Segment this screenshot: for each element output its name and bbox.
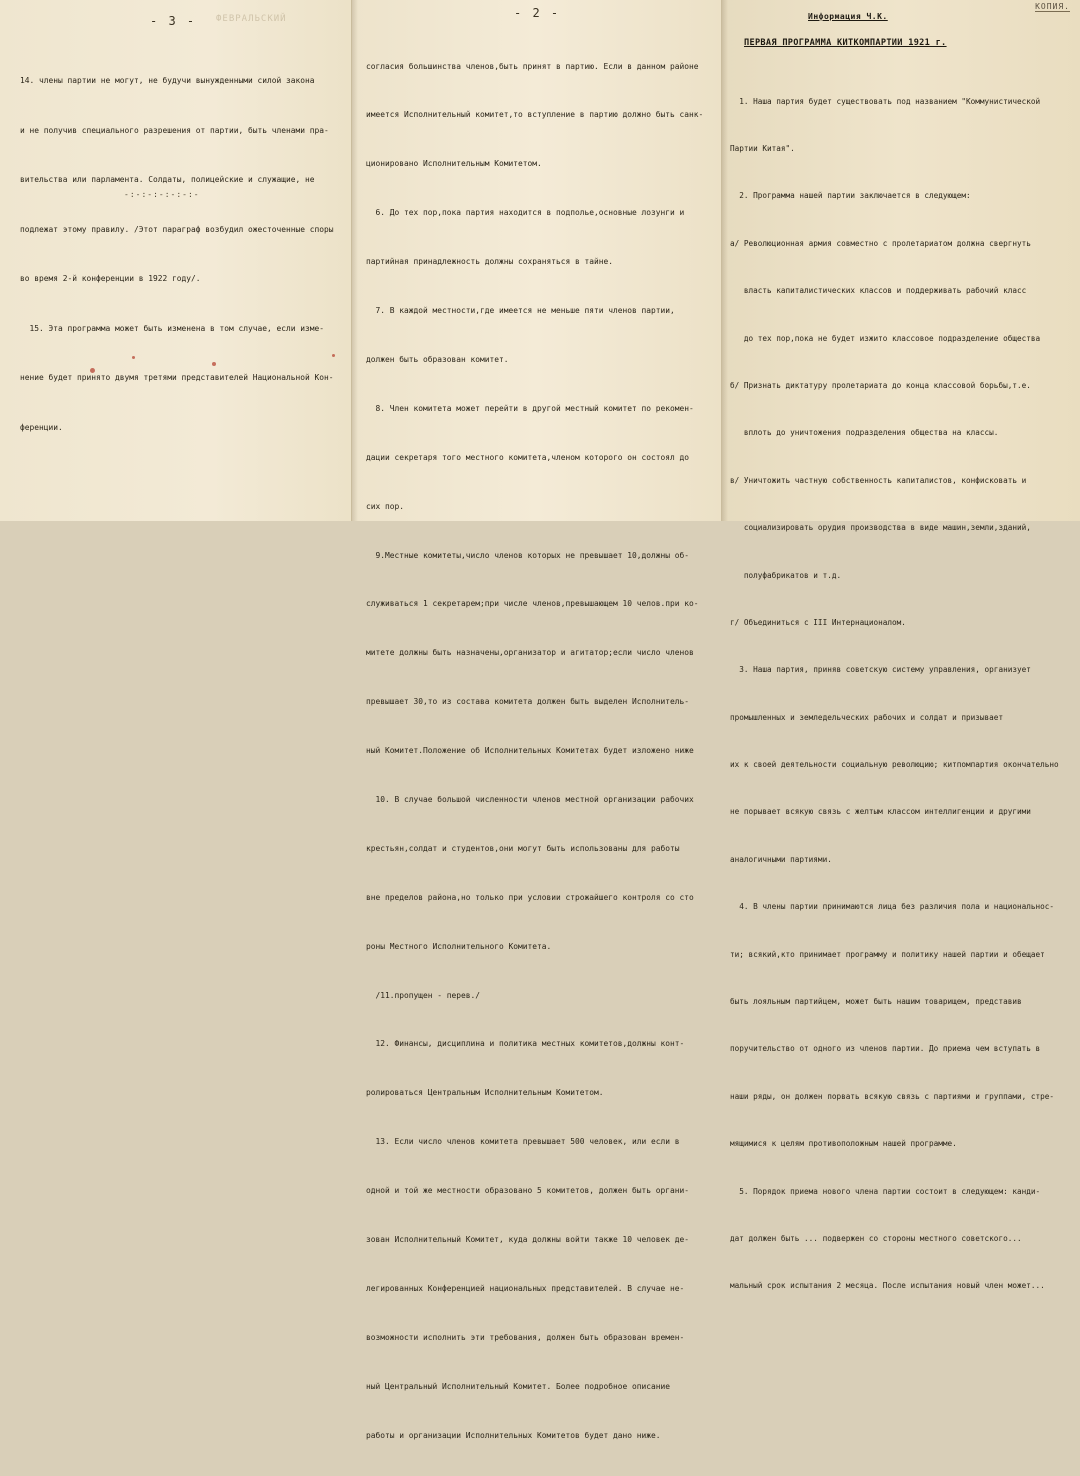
text-line: митете должны быть назначены,организатор и агитатор;если число членов xyxy=(366,648,694,658)
text-line: сих пор. xyxy=(366,501,405,511)
red-ink-mark xyxy=(212,362,216,366)
text-line: имеется Исполнительный комитет,то вступление в партию должно быть санк- xyxy=(366,110,704,120)
text-line: 9.Местные комитеты,число членов которых не превышает 10,должны об- xyxy=(366,550,690,560)
text-line: мящимися к целям противоположным нашей программе. xyxy=(730,1139,957,1149)
red-ink-mark xyxy=(132,356,135,359)
text-line: ролироваться Центральным Исполнительным Комитетом. xyxy=(366,1088,604,1098)
page-2-body xyxy=(366,26,703,1476)
text-line: поручительство от одного из членов партии. До приема чем вступать в xyxy=(730,1044,1041,1054)
text-line: ный Центральный Исполнительный Комитет. Более подробное описание xyxy=(366,1381,671,1391)
page-gutter-shadow xyxy=(352,0,358,521)
text-line: их к своей деятельности социальную революцию; китпомпартия окончательно xyxy=(730,760,1059,770)
text-line: 10. В случае большой численности членов местной организации рабочих xyxy=(366,794,694,804)
page-3-body xyxy=(20,40,334,469)
text-line: в/ Уничтожить частную собственность капиталистов, конфисковать и xyxy=(730,475,1027,485)
text-line: согласия большинства членов,быть принят в партию. Если в данном районе xyxy=(366,61,699,71)
text-line: полуфабрикатов и т.д. xyxy=(730,570,842,580)
red-ink-mark xyxy=(332,354,335,357)
text-line: 3. Наша партия, приняв советскую систему управления, организует xyxy=(730,665,1031,675)
text-line: работы и организации Исполнительных Комитетов будет дано ниже. xyxy=(366,1430,661,1440)
text-line: ференции. xyxy=(20,422,63,432)
text-line: а/ Революционная армия совместно с пролетариатом должна свергнуть xyxy=(730,238,1031,248)
copy-label: КОПИЯ. xyxy=(1035,2,1070,11)
red-ink-mark xyxy=(90,368,95,373)
text-line: и не получив специального разрешения от партии, быть членами пра- xyxy=(20,125,329,135)
text-line: 5. Порядок приема нового члена партии состоит в следующем: канди- xyxy=(730,1186,1041,1196)
text-line: 14. члены партии не могут, не будучи вынужденными силой закона xyxy=(20,76,315,85)
text-line: подлежат этому правилу. /Этот параграф возбудил ожесточенные споры xyxy=(20,224,334,234)
text-line: 8. Член комитета может перейти в другой местный комитет по рекомен- xyxy=(366,403,694,413)
section-divider: -:-:-:-:-:-:- xyxy=(124,190,200,199)
text-line: нение будет принято двумя третями представителей Национальной Кон- xyxy=(20,373,334,382)
page-1-body xyxy=(730,62,1059,1326)
text-line: ти; всякий,кто принимает программу и политику нашей партии и обещает xyxy=(730,949,1045,959)
text-line: должен быть образован комитет. xyxy=(366,354,509,364)
text-line: 12. Финансы, дисциплина и политика местных комитетов,должны конт- xyxy=(366,1039,685,1049)
page-3 xyxy=(0,0,352,521)
text-line: служиваться 1 секретарем;при числе членов,превышающем 10 челов.при ко- xyxy=(366,599,699,609)
text-line: превышает 30,то из состава комитета должен быть выделен Исполнитель- xyxy=(366,697,690,707)
page-gutter-shadow xyxy=(722,0,728,521)
text-line: г/ Объединиться с III Интернационалом. xyxy=(730,617,906,627)
page-number: - 2 - xyxy=(514,6,561,20)
text-line: во время 2-й конференции в 1922 году/. xyxy=(20,274,201,283)
text-line: роны Местного Исполнительного Комитета. xyxy=(366,941,552,951)
text-line: зован Исполнительный Комитет, куда должны войти также 10 человек де- xyxy=(366,1234,690,1244)
document-title: ПЕРВАЯ ПРОГРАММА КИТКОМПАРТИИ 1921 г. xyxy=(744,38,947,48)
text-line: дации секретаря того местного комитета,членом которого он состоял до xyxy=(366,452,690,462)
text-line: 1. Наша партия будет существовать под названием "Коммунистической xyxy=(730,96,1041,106)
header-stamp: Информация Ч.К. xyxy=(808,12,888,21)
text-line: дат должен быть ... подвержен со стороны местного советского... xyxy=(730,1233,1022,1243)
page-1 xyxy=(722,0,1080,1291)
bleed-through-heading: ФЕВРАЛЬСКИЙ xyxy=(216,14,287,24)
text-line: крестьян,солдат и студентов,они могут быть использованы для работы xyxy=(366,843,680,853)
text-line: партийная принадлежность должны сохраняться в тайне. xyxy=(366,257,614,267)
text-line: вплоть до уничтожения подразделения общества на классы. xyxy=(730,428,999,438)
text-line: власть капиталистических классов и поддерживать рабочий класс xyxy=(730,286,1027,296)
text-line: легированных Конференцией национальных представителей. В случае не- xyxy=(366,1283,685,1293)
text-line: ный Комитет.Положение об Исполнительных Комитетах будет изложено ниже xyxy=(366,746,694,756)
text-line: 4. В члены партии принимаются лица без различия пола и национальнос- xyxy=(730,902,1054,912)
text-line: б/ Признать диктатуру пролетариата до конца классовой борьбы,т.е. xyxy=(730,380,1031,390)
text-line: Партии Китая". xyxy=(730,143,795,153)
text-line: вне пределов района,но только при условии строжайшего контроля со сто xyxy=(366,892,694,902)
text-line: 6. До тех пор,пока партия находится в подполье,основные лозунги и xyxy=(366,208,685,218)
page-number: - 3 - xyxy=(150,14,197,28)
text-line: промышленных и земледельческих рабочих и солдат и призывает xyxy=(730,712,1004,722)
text-line: /11.пропущен - перев./ xyxy=(366,990,481,1000)
text-line: 13. Если число членов комитета превышает 500 человек, или если в xyxy=(366,1137,680,1147)
text-line: социализировать орудия производства в виде машин,земли,зданий, xyxy=(730,523,1031,533)
text-line: 7. В каждой местности,где имеется не меньше пяти членов партии, xyxy=(366,306,675,316)
text-line: мальный срок испытания 2 месяца. После испытания новый член может... xyxy=(730,1281,1045,1291)
text-line: аналогичными партиями. xyxy=(730,854,832,864)
text-line: 2. Программа нашей партии заключается в следующем: xyxy=(730,191,971,201)
page-2 xyxy=(352,0,722,1440)
text-line: возможности исполнить эти требования, должен быть образован времен- xyxy=(366,1332,685,1342)
text-line: быть лояльным партийцем, может быть нашим товарищем, представив xyxy=(730,997,1022,1007)
text-line: вительства или парламента. Солдаты, полицейские и служащие, не xyxy=(20,175,315,184)
text-line: ционировано Исполнительным Комитетом. xyxy=(366,159,542,169)
text-line: одной и той же местности образовано 5 комитетов, должен быть органи- xyxy=(366,1186,690,1196)
text-line: до тех пор,пока не будет изжито классовое подразделение общества xyxy=(730,333,1041,343)
text-line: 15. Эта программа может быть изменена в том случае, если изме- xyxy=(20,323,325,333)
text-line: наши ряды, он должен порвать всякую связь с партиями и группами, стре- xyxy=(730,1091,1054,1101)
text-line: не порывает всякую связь с желтым классом интеллигенции и другими xyxy=(730,807,1031,817)
